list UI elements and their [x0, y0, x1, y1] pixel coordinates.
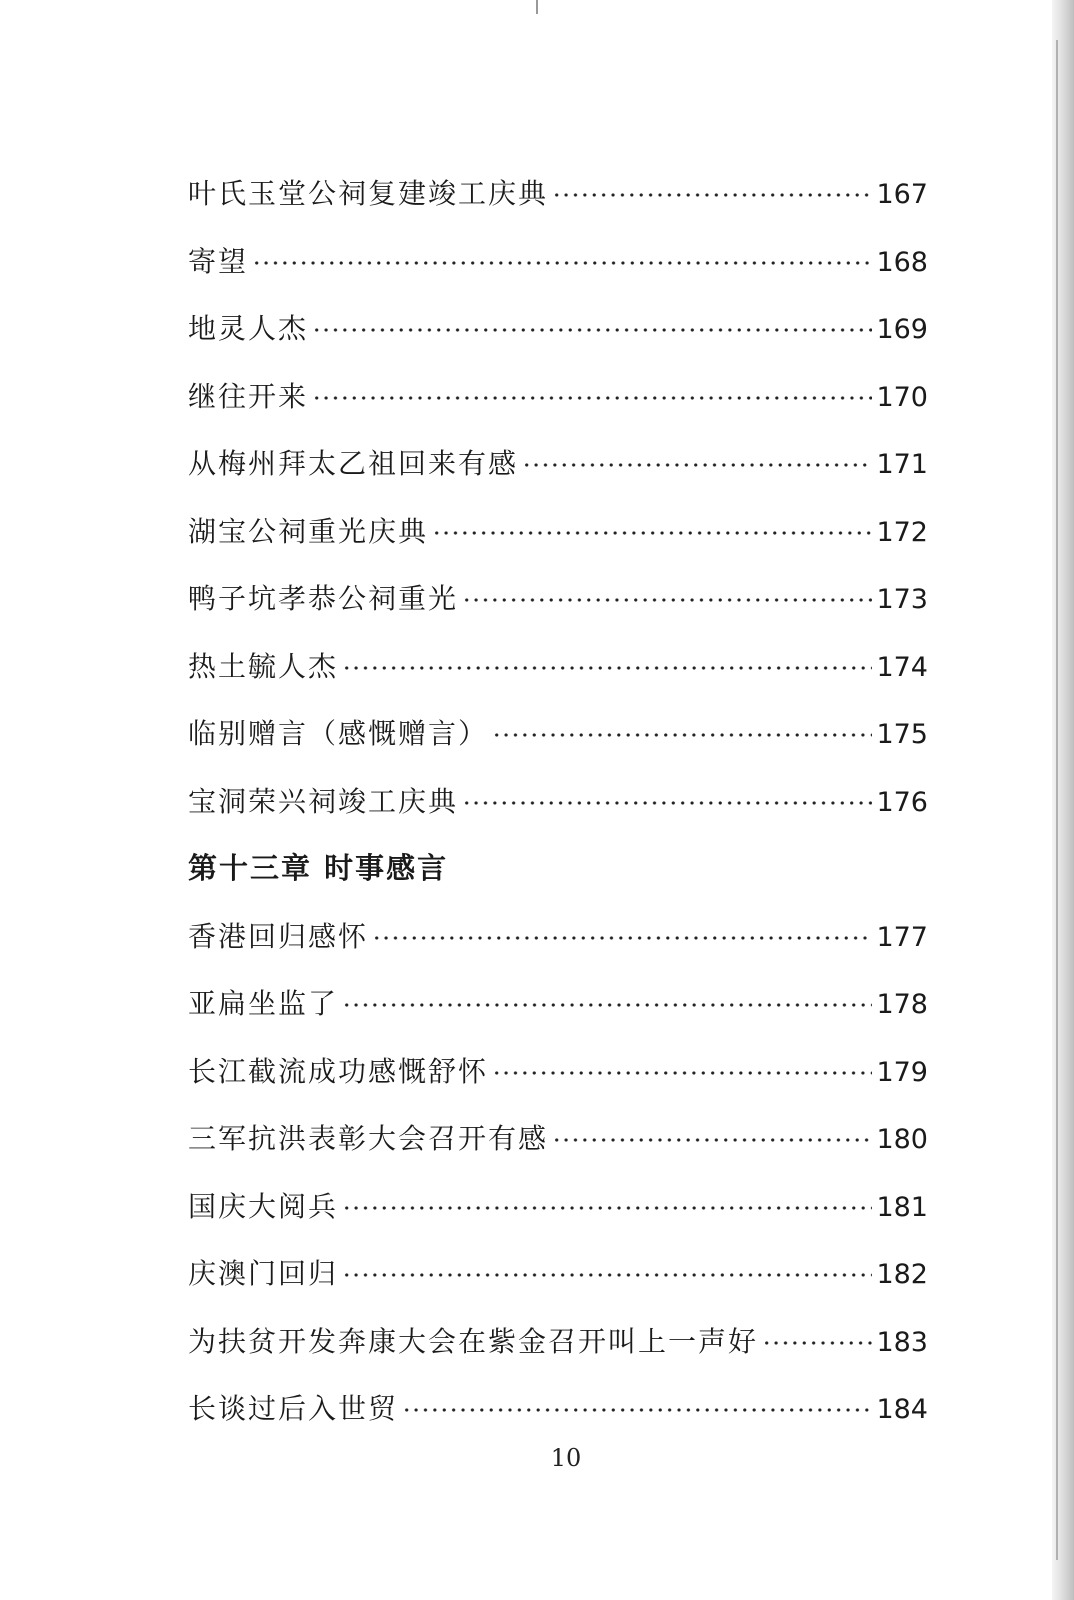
dot-leader — [402, 1408, 872, 1412]
dot-leader — [342, 666, 872, 670]
scan-edge-line — [1056, 40, 1058, 1560]
toc-entry-page: 174 — [876, 651, 928, 683]
toc-entry-title: 三军抗洪表彰大会召开有感 — [188, 1122, 549, 1155]
toc-entry-page: 184 — [876, 1394, 928, 1425]
toc-entry-title: 长江截流成功感慨舒怀 — [188, 1054, 489, 1088]
toc-entry-title: 亚扁坐监了 — [188, 987, 339, 1020]
dot-leader — [522, 463, 872, 467]
toc-entry-title: 热土毓人杰 — [188, 649, 339, 683]
toc-entry-page: 167 — [876, 179, 928, 210]
toc-entry-title: 湖宝公祠重光庆典 — [188, 514, 429, 548]
toc-entry-title: 继往开来 — [188, 379, 309, 413]
toc-entry — [188, 1173, 928, 1241]
toc-entry-title: 从梅州拜太乙祖回来有感 — [188, 447, 519, 480]
dot-leader — [342, 1273, 872, 1277]
toc-entry-page: 179 — [876, 1056, 928, 1088]
toc-entry-page: 181 — [876, 1191, 928, 1223]
toc-entry-page: 178 — [876, 989, 928, 1020]
toc-entry — [188, 430, 928, 498]
toc-entry-title: 长谈过后入世贸 — [188, 1392, 399, 1425]
scan-mark — [536, 0, 538, 14]
toc-entry-title: 为扶贫开发奔康大会在紫金召开叫上一声好 — [188, 1324, 759, 1358]
dot-leader — [552, 193, 872, 197]
chapter-heading: 第十三章 时事感言 — [188, 851, 449, 885]
toc-entry — [188, 1038, 928, 1106]
toc-entry-title: 寄望 — [188, 244, 249, 278]
page-number: 10 — [550, 1444, 582, 1472]
dot-leader — [432, 531, 872, 535]
toc-entry-title: 香港回归感怀 — [188, 919, 369, 953]
dot-leader — [492, 1071, 872, 1075]
toc-entry-page: 182 — [876, 1259, 928, 1290]
toc-entry — [188, 768, 928, 836]
toc-entry — [188, 1308, 928, 1376]
toc-entry-title: 地灵人杰 — [188, 312, 309, 345]
toc-entry — [188, 1105, 928, 1173]
toc-entry-page: 177 — [876, 921, 928, 953]
toc-entry-title: 鸭子坑孝恭公祠重光 — [188, 582, 459, 615]
toc-entry-page: 171 — [876, 449, 928, 480]
toc-entry-page: 169 — [876, 314, 928, 345]
toc-entry — [188, 363, 928, 431]
dot-leader — [462, 598, 872, 602]
toc-entry — [188, 1240, 928, 1308]
dot-leader — [312, 328, 872, 332]
toc-entry-title: 叶氏玉堂公祠复建竣工庆典 — [188, 177, 549, 210]
dot-leader — [312, 396, 872, 400]
toc-entry-page: 175 — [876, 719, 928, 750]
dot-leader — [462, 801, 872, 805]
toc-entry — [188, 903, 928, 971]
toc-entry-page: 183 — [876, 1326, 928, 1358]
toc-entry-title: 国庆大阅兵 — [188, 1189, 339, 1223]
toc-entry-page: 172 — [876, 516, 928, 548]
table-of-contents — [188, 160, 928, 1443]
toc-entry — [188, 498, 928, 566]
toc-entry — [188, 228, 928, 296]
toc-entry-page: 168 — [876, 246, 928, 278]
toc-entry-title: 宝洞荣兴祠竣工庆典 — [188, 784, 459, 818]
toc-entry — [188, 1375, 928, 1443]
toc-entry — [188, 565, 928, 633]
dot-leader — [762, 1341, 872, 1345]
toc-entry — [188, 295, 928, 363]
toc-entry — [188, 160, 928, 228]
dot-leader — [372, 936, 872, 940]
toc-entry-page: 170 — [876, 381, 928, 413]
toc-entry-page: 176 — [876, 786, 928, 818]
dot-leader — [342, 1003, 872, 1007]
toc-entry — [188, 700, 928, 768]
toc-entry-title: 临别赠言（感慨赠言） — [188, 717, 489, 750]
dot-leader — [492, 733, 872, 737]
dot-leader — [552, 1138, 872, 1142]
toc-entry-title: 庆澳门回归 — [188, 1257, 339, 1290]
dot-leader — [342, 1206, 872, 1210]
toc-entry-page: 173 — [876, 584, 928, 615]
toc-entry — [188, 970, 928, 1038]
toc-entry-page: 180 — [876, 1124, 928, 1155]
toc-entry — [188, 633, 928, 701]
dot-leader — [252, 261, 872, 265]
